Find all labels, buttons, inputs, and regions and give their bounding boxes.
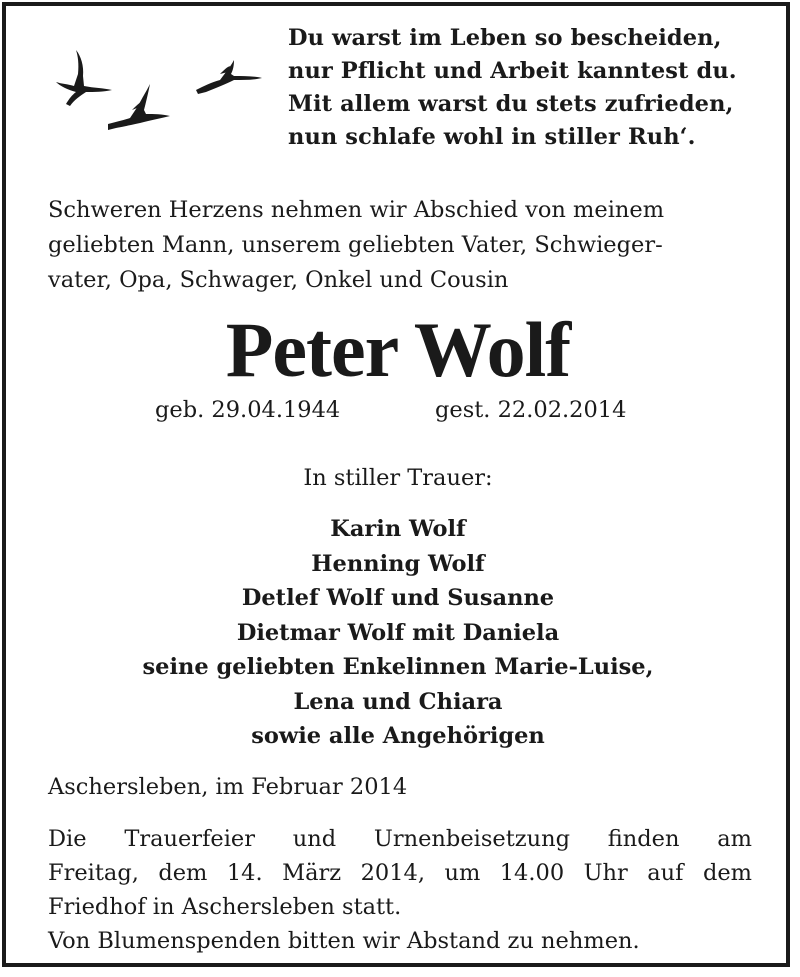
flowers-note: Von Blumenspenden bitten wir Abstand zu nehmen. bbox=[48, 928, 640, 954]
deceased-name: Peter Wolf bbox=[225, 306, 571, 393]
flying-birds-icon bbox=[48, 44, 268, 134]
poem-line: Du warst im Leben so bescheiden, bbox=[288, 25, 722, 51]
service-notice bbox=[48, 822, 752, 924]
poem-line: nur Pflicht und Arbeit kanntest du. bbox=[288, 58, 737, 84]
mourners-list bbox=[0, 512, 796, 754]
mourner-line: seine geliebten Enkelinnen Marie-Luise, bbox=[142, 654, 654, 680]
service-line: Die Trauerfeier und Urnenbeisetzung finden am bbox=[48, 826, 752, 852]
mourner-line: sowie alle Angehörigen bbox=[251, 723, 545, 749]
intro-text bbox=[48, 193, 758, 298]
service-line: Friedhof in Aschersleben statt. bbox=[48, 894, 402, 920]
poem-line: Mit allem warst du stets zufrieden, bbox=[288, 91, 734, 117]
place-and-date: Aschersleben, im Februar 2014 bbox=[48, 774, 408, 800]
birth-date: geb. 29.04.1944 bbox=[155, 397, 341, 423]
poem bbox=[288, 22, 768, 154]
mourner-line: Dietmar Wolf mit Daniela bbox=[236, 619, 560, 646]
death-date: gest. 22.02.2014 bbox=[435, 397, 627, 423]
service-line: Freitag, dem 14. März 2014, um 14.00 Uhr auf dem bbox=[48, 860, 752, 886]
mourning-heading: In stiller Trauer: bbox=[303, 465, 493, 491]
poem-line: nun schlafe wohl in stiller Ruh‘. bbox=[288, 124, 696, 150]
intro-line: vater, Opa, Schwager, Onkel und Cousin bbox=[48, 267, 509, 293]
intro-line: Schweren Herzens nehmen wir Abschied von meinem bbox=[48, 197, 665, 223]
mourner-line: Henning Wolf bbox=[311, 550, 485, 577]
mourner-line: Karin Wolf bbox=[330, 516, 466, 542]
intro-line: geliebten Mann, unserem geliebten Vater, Schwieger- bbox=[48, 232, 663, 258]
mourner-line: Lena und Chiara bbox=[293, 688, 503, 715]
mourner-line: Detlef Wolf und Susanne bbox=[241, 585, 555, 611]
